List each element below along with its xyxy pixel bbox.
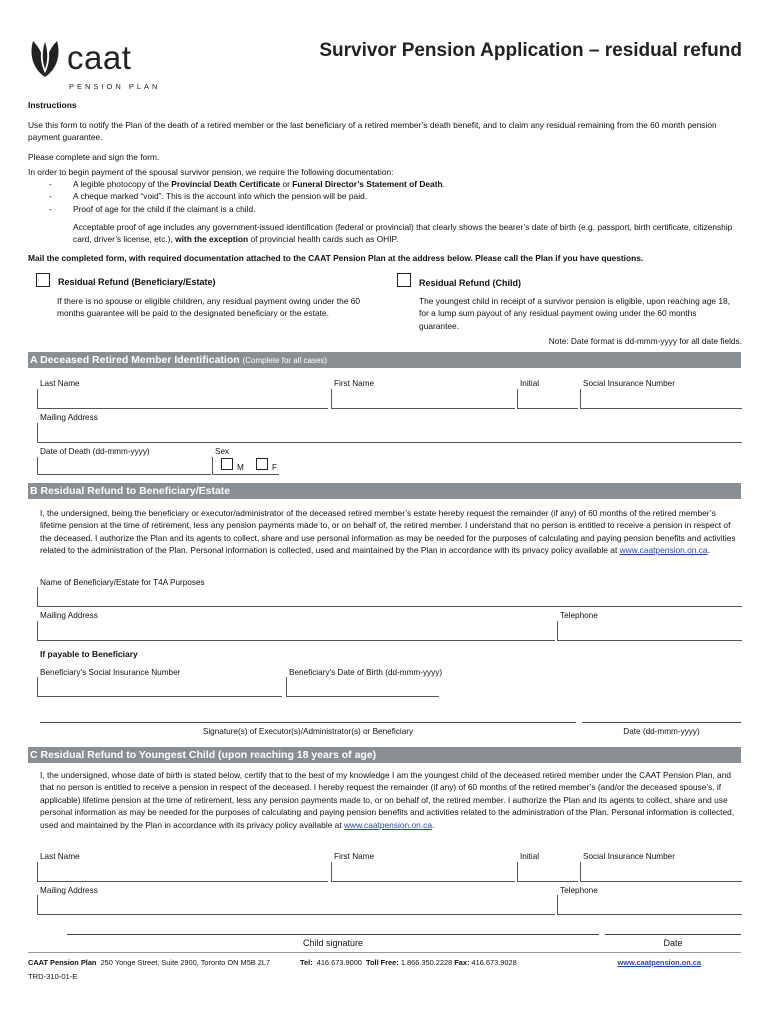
label-b-telephone: Telephone [560,611,598,620]
section-b-header [28,483,741,499]
documentation-list [28,178,728,215]
mail-notice: Mail the completed form, with required documentation attached to the CAAT Pension Plan at the address below. Please call the Plan if you have questions. [28,253,644,263]
section-c-statement-text: I, the undersigned, whose date of birth is stated below, certify that to the best of my knowledge I am the youngest child of the deceased retired member under the CAAT Pension Plan, and that no person is entitled to receive a pension in respect of the deceased. I hereby request the remainder (if any) of 60 months of the retired member’s (and/or the deceased spouse’s, if applicable) lifetime pension at the time of retirement, less any pension payments made to, or on behalf of, the retired member. I authorize the Plan and its agents to collect, share and use personal information as may be needed for the purposes of calculating and paying pension benefits and activities related to the administration of the Plan. Personal information is collected, used and maintained by the Plan in accordance with its privacy policy available at [40,770,735,830]
doc-text: A legible photocopy of the [73,179,172,189]
beneficiary-telephone-field[interactable] [557,621,742,641]
label-child-last-name: Last Name [40,852,80,861]
footer-tel-label: Tel: [300,958,313,967]
id-bold: with the exception [175,234,249,245]
sex-female-label: F [272,463,278,472]
child-sin-field[interactable] [580,862,742,882]
footer-tollfree: 1.866.350.2228 [400,958,453,967]
footer-org: CAAT Pension Plan [28,958,97,967]
instructions-paragraph-3: In order to begin payment of the spousal survivor pension, we require the following documentation: [28,167,394,177]
deceased-last-name-field[interactable] [37,389,328,409]
footer-contact [300,958,517,967]
section-b-statement [40,507,740,557]
doc-bold: Funeral Director’s Statement of Death [292,179,443,189]
section-b-statement-end: . [707,545,710,556]
beneficiary-dob-field[interactable] [286,677,439,697]
executor-signature-line[interactable] [40,722,576,723]
section-a-header [28,352,741,368]
label-child-sin: Social Insurance Number [583,852,675,861]
doc-text: or [280,179,293,189]
label-beneficiary-dob: Beneficiary's Date of Birth (dd-mmm-yyyy) [289,668,443,677]
deceased-first-name-field[interactable] [331,389,515,409]
estate-checkbox[interactable] [36,273,50,287]
logo-subtext: PENSION PLAN [69,82,161,91]
id-text: of provincial health cards such as OHIP. [248,234,399,245]
section-c-statement [40,769,740,831]
caat-website-link[interactable]: www.caatpension.on.ca [619,545,708,556]
child-option-description: The youngest child in receipt of a survivor pension is eligible, upon reaching age 18, for a lump sum payout of any residual payment owing under the 60 months guarantee. [419,296,730,331]
child-option-label: Residual Refund (Child) [419,278,521,288]
section-c-title: C Residual Refund to Youngest Child (upon reaching 18 years of age) [30,749,377,761]
footer-street: 250 Yonge Street, Suite 2900, Toronto ON M5B 2L7 [100,958,271,967]
estate-option-label: Residual Refund (Beneficiary/Estate) [58,277,216,287]
label-child-mailing-address: Mailing Address [40,886,98,895]
executor-date-line[interactable] [582,722,741,723]
section-c-statement-end: . [432,819,435,830]
section-c-header [28,747,741,763]
date-format-note: Note: Date format is dd-mmm-yyyy for all date fields. [548,336,742,346]
form-code: TRD-310-01-E [28,972,78,981]
executor-date-label: Date (dd-mmm-yyyy) [623,727,700,736]
child-date-label: Date [663,938,683,948]
label-beneficiary-sin: Beneficiary's Social Insurance Number [40,668,181,677]
deceased-mailing-address-field[interactable] [37,423,742,443]
executor-signature-label: Signature(s) of Executor(s)/Administrator(s) or Beneficiary [202,727,414,736]
child-signature-line[interactable] [67,934,599,935]
footer-tel: 416.673.9000 [316,958,362,967]
footer-website-link[interactable]: www.caatpension.on.ca [617,958,701,967]
label-sex: Sex [215,447,230,456]
label-date-of-death: Date of Death (dd-mmm-yyyy) [40,447,150,456]
footer-fax: 416.673.9028 [471,958,517,967]
child-date-line[interactable] [605,934,741,935]
if-payable-heading: If payable to Beneficiary [40,649,138,659]
logo-text: caat [67,39,132,76]
beneficiary-mailing-address-field[interactable] [37,621,555,641]
footer-tollfree-label: Toll Free: [366,958,399,967]
label-mailing-address: Mailing Address [40,413,98,422]
section-b-title: B Residual Refund to Beneficiary/Estate [30,485,231,497]
date-of-death-field[interactable] [37,457,211,475]
child-initial-field[interactable] [517,862,578,882]
footer-address [28,958,270,967]
leaf-logo-icon [27,35,63,79]
proof-of-age-note [73,221,741,246]
label-sin: Social Insurance Number [583,379,675,388]
page-title: Survivor Pension Application – residual refund [319,40,742,61]
instructions-heading: Instructions [28,100,77,110]
instructions-paragraph-2: Please complete and sign the form. [28,152,160,162]
beneficiary-name-field[interactable] [37,587,742,607]
deceased-initial-field[interactable] [517,389,578,409]
beneficiary-sin-field[interactable] [37,677,282,697]
child-checkbox[interactable] [397,273,411,287]
label-b-mailing-address: Mailing Address [40,611,98,620]
section-a-subtitle: (Complete for all cases) [242,356,328,365]
sex-male-label: M [237,463,244,472]
documentation-item [28,178,728,190]
id-text: Acceptable proof of age includes any government-issued identification (federal or provincial) that clearly shows the bearer’s date of birth (e.g. passport, birth certificate, citizenship card, driver’s license, etc.), [73,222,733,245]
deceased-sin-field[interactable] [580,389,742,409]
label-child-telephone: Telephone [560,886,598,895]
documentation-item: - A cheque marked “void”. This is the account into which the pension will be paid. [28,190,728,202]
documentation-item: - Proof of age for the child if the claimant is a child. [28,203,728,215]
doc-text: . [442,179,445,189]
sex-male-checkbox[interactable] [221,458,233,470]
instructions-paragraph-1: Use this form to notify the Plan of the death of a retired member or the last beneficiary of a retired member’s death benefit, and to claim any residual remaining from the 60 month pension payment guarantee. [28,120,717,143]
child-mailing-address-field[interactable] [37,895,555,915]
label-first-name: First Name [334,379,375,388]
label-child-first-name: First Name [334,852,375,861]
child-telephone-field[interactable] [557,895,742,915]
sex-female-checkbox[interactable] [256,458,268,470]
caat-website-link[interactable]: www.caatpension.on.ca [344,819,432,830]
logo [27,35,161,95]
section-b-statement-text: I, the undersigned, being the beneficiary or executor/administrator of the deceased retired member’s estate hereby request the remainder (if any) of 60 months of the retired member’s lifetime pension at the time of retirement, less any pension payments made to, or on behalf of, the retired member. I understand that no person is entitled to receive a pension in respect of the deceased. I authorize the Plan and its agents to collect, share and use personal information as may be needed for the purposes of calculating and paying pension benefits and activities related to the administration of the Plan. Personal information is collected, used and maintained by the Plan in accordance with its privacy policy available at [40,508,736,556]
child-first-name-field[interactable] [331,862,515,882]
footer-fax-label: Fax: [454,958,470,967]
label-initial: Initial [520,379,540,388]
footer-divider [28,952,741,953]
doc-bold: Provincial Death Certificate [171,179,281,189]
label-beneficiary-name: Name of Beneficiary/Estate for T4A Purposes [40,578,205,587]
estate-option-description: If there is no spouse or eligible children, any residual payment owing under the 60 months guarantee will be paid to the designated beneficiary or the estate. [57,296,361,319]
label-child-initial: Initial [520,852,540,861]
label-last-name: Last Name [40,379,80,388]
child-last-name-field[interactable] [37,862,328,882]
child-signature-label: Child signature [302,938,364,948]
section-a-title: A Deceased Retired Member Identification [30,354,240,366]
